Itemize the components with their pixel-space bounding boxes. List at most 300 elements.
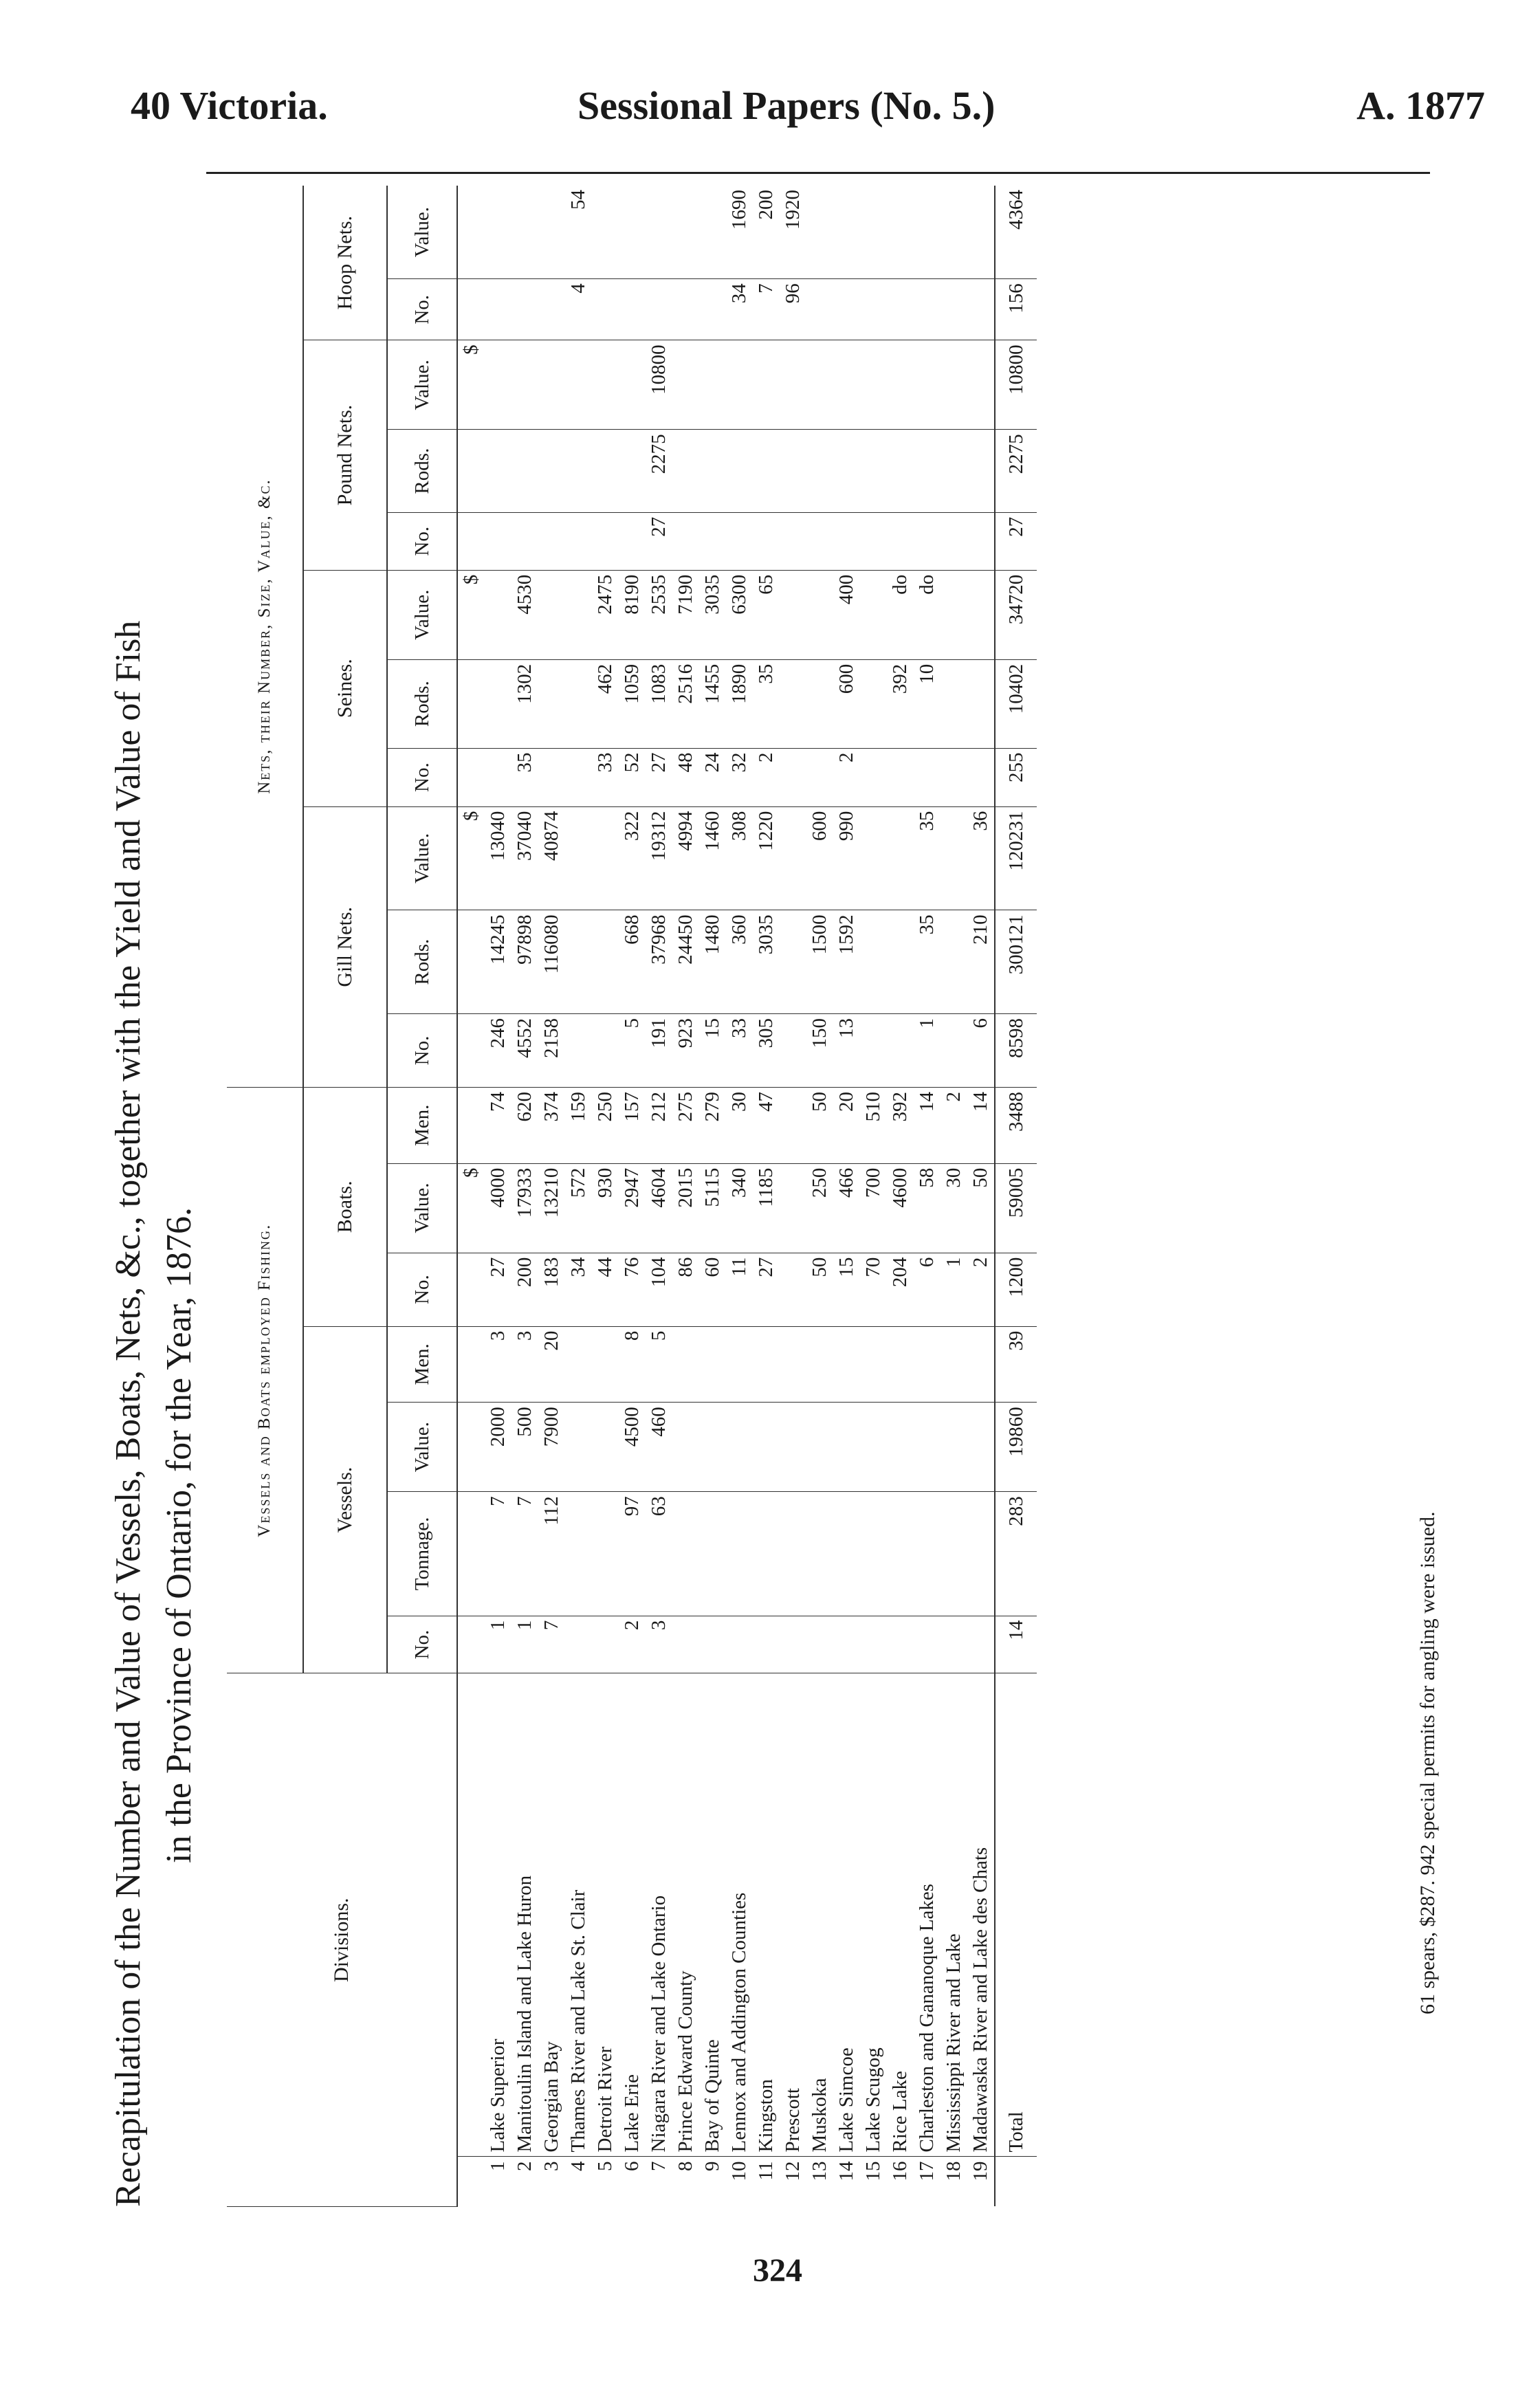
- col-h-no: No.: [387, 279, 457, 340]
- col-s-value: Value.: [387, 570, 457, 659]
- cell-g-val: 36: [967, 806, 995, 910]
- cell-v-val: [780, 1403, 806, 1492]
- cell-b-no: 70: [860, 1253, 887, 1326]
- cell-s-val: [538, 570, 565, 659]
- cell-v-ton: [887, 1492, 914, 1616]
- col-p-value: Value.: [387, 340, 457, 430]
- cell-h-no: [646, 279, 672, 340]
- row-division: Charleston and Gananoque Lakes: [914, 1673, 940, 2157]
- cell-p-val: [512, 340, 538, 430]
- cell-p-val: [565, 340, 592, 430]
- cell-b-no: 104: [646, 1253, 672, 1326]
- cell-h-no: [887, 279, 914, 340]
- cell-b-no: 44: [592, 1253, 619, 1326]
- cell-p-val: [485, 340, 512, 430]
- cell-b-val: 5115: [699, 1163, 726, 1253]
- cell-h-val: [940, 186, 967, 279]
- cell-v-val: 4500: [619, 1403, 646, 1492]
- col-divisions: Divisions.: [227, 1673, 457, 2207]
- cell-p-no: [914, 512, 940, 570]
- cell-p-rods: [565, 430, 592, 512]
- cell-g-rods: 24450: [672, 910, 699, 1014]
- cell-v-val: [940, 1403, 967, 1492]
- row-division: Niagara River and Lake Ontario: [646, 1673, 672, 2157]
- cell-p-no: [833, 512, 860, 570]
- cell-g-val: 308: [726, 806, 753, 910]
- cell-p-val: [914, 340, 940, 430]
- header-right: A. 1877: [1356, 83, 1485, 128]
- header-left: 40 Victoria.: [131, 83, 328, 128]
- cell-p-rods: [806, 430, 833, 512]
- cell-b-men: 20: [833, 1088, 860, 1164]
- cell-b-men: 157: [619, 1088, 646, 1164]
- cell-p-rods: [592, 430, 619, 512]
- row-division: Detroit River: [592, 1673, 619, 2157]
- cell-s-no: [485, 748, 512, 806]
- table-row: [538, 186, 565, 2207]
- row-division: Lennox and Addington Counties: [726, 1673, 753, 2157]
- cell-v-ton: [672, 1492, 699, 1616]
- cell-v-ton: 112: [538, 1492, 565, 1616]
- cell-s-val: [780, 570, 806, 659]
- cell-s-rods: [806, 659, 833, 748]
- cell-v-no: 2: [619, 1616, 646, 1673]
- col-v-men: Men.: [387, 1326, 457, 1403]
- row-number: 19: [969, 2161, 991, 2181]
- cell-v-no: [592, 1616, 619, 1673]
- col-s-no: No.: [387, 748, 457, 806]
- cell-v-men: [565, 1326, 592, 1403]
- cell-s-val: 65: [753, 570, 780, 659]
- cell-v-no: [565, 1616, 592, 1673]
- cell-p-rods: [672, 430, 699, 512]
- cell-s-no: 35: [512, 748, 538, 806]
- cell-v-val: 2000: [485, 1403, 512, 1492]
- cell-g-rods: [780, 910, 806, 1014]
- cell-b-men: 74: [485, 1088, 512, 1164]
- cell-h-no: [672, 279, 699, 340]
- cell-v-men: [753, 1326, 780, 1403]
- cell-v-men: [780, 1326, 806, 1403]
- cell-b-val: 4600: [887, 1163, 914, 1253]
- sub-boats: Boats.: [303, 1088, 387, 1327]
- row-division: Rice Lake: [887, 1673, 914, 2157]
- cell-g-rods: [940, 910, 967, 1014]
- cell-s-val: do: [914, 570, 940, 659]
- cell-s-no: [967, 748, 995, 806]
- cell-h-no: 4: [565, 279, 592, 340]
- cell-b-val: 700: [860, 1163, 887, 1253]
- cell-s-rods: 1059: [619, 659, 646, 748]
- cell-v-men: [914, 1326, 940, 1403]
- total-v-val: 19860: [995, 1403, 1037, 1492]
- cell-g-no: [940, 1014, 967, 1088]
- cell-g-rods: 1480: [699, 910, 726, 1014]
- row-division: Lake Scugog: [860, 1673, 887, 2157]
- cell-b-val: 466: [833, 1163, 860, 1253]
- cell-s-rods: 10: [914, 659, 940, 748]
- col-p-no: No.: [387, 512, 457, 570]
- cell-s-no: 2: [753, 748, 780, 806]
- cell-p-no: [699, 512, 726, 570]
- cell-p-no: [485, 512, 512, 570]
- cell-b-val: [780, 1163, 806, 1253]
- total-b-val: 59005: [995, 1163, 1037, 1253]
- cell-g-val: 37040: [512, 806, 538, 910]
- cell-s-val: 8190: [619, 570, 646, 659]
- cell-p-no: [672, 512, 699, 570]
- cell-v-val: 500: [512, 1403, 538, 1492]
- row-division: Prescott: [780, 1673, 806, 2157]
- cell-g-no: 13: [833, 1014, 860, 1088]
- cell-v-ton: [753, 1492, 780, 1616]
- cell-g-val: [887, 806, 914, 910]
- cell-v-men: [940, 1326, 967, 1403]
- cell-v-no: [914, 1616, 940, 1673]
- cell-s-rods: [485, 659, 512, 748]
- col-v-value: Value.: [387, 1403, 457, 1492]
- cell-h-val: [860, 186, 887, 279]
- row-division: Thames River and Lake St. Clair: [565, 1673, 592, 2157]
- cell-h-no: [512, 279, 538, 340]
- cell-h-val: [619, 186, 646, 279]
- total-spacer: [995, 2157, 1037, 2207]
- cell-s-val: [806, 570, 833, 659]
- dollar-sign: $: [457, 806, 485, 910]
- cell-h-val: [512, 186, 538, 279]
- total-b-no: 1200: [995, 1253, 1037, 1326]
- cell-v-ton: [592, 1492, 619, 1616]
- recapitulation-table: [227, 186, 1037, 2207]
- cell-g-rods: 3035: [753, 910, 780, 1014]
- total-v-ton: 283: [995, 1492, 1037, 1616]
- cell-v-ton: [860, 1492, 887, 1616]
- cell-b-no: 27: [485, 1253, 512, 1326]
- cell-b-no: 11: [726, 1253, 753, 1326]
- cell-s-val: 2475: [592, 570, 619, 659]
- table-row: [887, 186, 914, 2207]
- cell-b-men: 279: [699, 1088, 726, 1164]
- cell-b-men: 2: [940, 1088, 967, 1164]
- row-number: 8: [674, 2161, 696, 2171]
- cell-p-no: [780, 512, 806, 570]
- table-row: [753, 186, 780, 2207]
- cell-s-rods: 462: [592, 659, 619, 748]
- cell-s-val: 7190: [672, 570, 699, 659]
- row-number: 7: [648, 2161, 670, 2171]
- cell-g-val: 19312: [646, 806, 672, 910]
- cell-b-no: 200: [512, 1253, 538, 1326]
- cell-g-no: 191: [646, 1014, 672, 1088]
- cell-s-no: 33: [592, 748, 619, 806]
- cell-s-rods: [565, 659, 592, 748]
- cell-h-val: [806, 186, 833, 279]
- row-division: Georgian Bay: [538, 1673, 565, 2157]
- cell-v-men: 5: [646, 1326, 672, 1403]
- cell-v-men: 3: [485, 1326, 512, 1403]
- cell-g-no: 2158: [538, 1014, 565, 1088]
- row-division: Manitoulin Island and Lake Huron: [512, 1673, 538, 2157]
- cell-g-val: 35: [914, 806, 940, 910]
- cell-p-rods: [887, 430, 914, 512]
- cell-b-men: 159: [565, 1088, 592, 1164]
- total-s-rods: 10402: [995, 659, 1037, 748]
- cell-p-val: [860, 340, 887, 430]
- cell-s-val: [967, 570, 995, 659]
- cell-b-val: 30: [940, 1163, 967, 1253]
- total-s-val: 34720: [995, 570, 1037, 659]
- cell-v-ton: 7: [485, 1492, 512, 1616]
- row-division: Lake Superior: [485, 1673, 512, 2157]
- sub-pound-nets: Pound Nets.: [303, 340, 387, 570]
- table-row: [592, 186, 619, 2207]
- cell-b-val: 340: [726, 1163, 753, 1253]
- row-number: 6: [621, 2161, 643, 2171]
- cell-s-rods: 1890: [726, 659, 753, 748]
- cell-p-val: [592, 340, 619, 430]
- cell-b-men: 620: [512, 1088, 538, 1164]
- cell-s-rods: [967, 659, 995, 748]
- col-b-men: Men.: [387, 1088, 457, 1164]
- cell-h-val: [592, 186, 619, 279]
- row-number: 2: [514, 2161, 536, 2171]
- row-number: 11: [755, 2161, 777, 2181]
- cell-v-men: [672, 1326, 699, 1403]
- cell-b-val: 250: [806, 1163, 833, 1253]
- cell-s-no: [538, 748, 565, 806]
- cell-h-no: [806, 279, 833, 340]
- cell-p-no: [592, 512, 619, 570]
- row-division: Muskoka: [806, 1673, 833, 2157]
- cell-v-men: 3: [512, 1326, 538, 1403]
- cell-v-men: [860, 1326, 887, 1403]
- cell-s-no: [860, 748, 887, 806]
- cell-g-no: [887, 1014, 914, 1088]
- total-row: [995, 186, 1037, 2207]
- cell-s-no: [887, 748, 914, 806]
- table-body: [485, 186, 1037, 2207]
- sub-seines: Seines.: [303, 570, 387, 806]
- cell-v-ton: [726, 1492, 753, 1616]
- row-number: 14: [835, 2161, 857, 2181]
- cell-b-no: 2: [967, 1253, 995, 1326]
- total-g-val: 120231: [995, 806, 1037, 910]
- cell-p-val: [672, 340, 699, 430]
- cell-b-val: 572: [565, 1163, 592, 1253]
- row-division: Madawaska River and Lake des Chats: [967, 1673, 995, 2157]
- cell-v-val: [699, 1403, 726, 1492]
- cell-v-no: [806, 1616, 833, 1673]
- cell-h-val: [646, 186, 672, 279]
- row-division: Prince Edward County: [672, 1673, 699, 2157]
- cell-h-val: [887, 186, 914, 279]
- table-row: [512, 186, 538, 2207]
- cell-g-no: 246: [485, 1014, 512, 1088]
- cell-v-no: 1: [485, 1616, 512, 1673]
- cell-h-val: 54: [565, 186, 592, 279]
- cell-g-no: [860, 1014, 887, 1088]
- group-vessels-boats: Vessels and Boats employed Fishing.: [227, 1088, 303, 1674]
- cell-p-rods: [780, 430, 806, 512]
- row-number: 16: [889, 2161, 911, 2181]
- cell-p-val: [619, 340, 646, 430]
- dollar-sign: $: [457, 340, 485, 430]
- cell-g-val: 13040: [485, 806, 512, 910]
- cell-v-ton: [940, 1492, 967, 1616]
- cell-s-no: 2: [833, 748, 860, 806]
- cell-h-no: [833, 279, 860, 340]
- cell-g-val: [565, 806, 592, 910]
- cell-b-men: 47: [753, 1088, 780, 1164]
- cell-s-rods: 1083: [646, 659, 672, 748]
- page-number: 324: [753, 2252, 802, 2289]
- row-number: 10: [728, 2161, 750, 2181]
- cell-b-val: 13210: [538, 1163, 565, 1253]
- cell-h-no: 34: [726, 279, 753, 340]
- cell-b-no: [780, 1253, 806, 1326]
- cell-g-no: [565, 1014, 592, 1088]
- cell-p-no: [940, 512, 967, 570]
- cell-b-val: 58: [914, 1163, 940, 1253]
- cell-s-rods: 392: [887, 659, 914, 748]
- cell-p-rods: [512, 430, 538, 512]
- cell-g-rods: 14245: [485, 910, 512, 1014]
- cell-b-val: 2015: [672, 1163, 699, 1253]
- cell-b-val: 4604: [646, 1163, 672, 1253]
- cell-b-men: 374: [538, 1088, 565, 1164]
- cell-b-men: 250: [592, 1088, 619, 1164]
- col-g-rods: Rods.: [387, 910, 457, 1014]
- cell-g-val: 600: [806, 806, 833, 910]
- cell-s-val: [485, 570, 512, 659]
- cell-h-no: 96: [780, 279, 806, 340]
- cell-g-val: [860, 806, 887, 910]
- cell-g-no: 923: [672, 1014, 699, 1088]
- cell-p-no: [619, 512, 646, 570]
- title-line-1: Recapitulation of the Number and Value of Vessels, Boats, Nets, &c., together with the Yield and Value of Fish: [109, 620, 148, 2207]
- table-row: [833, 186, 860, 2207]
- cell-v-val: [753, 1403, 780, 1492]
- cell-v-no: [753, 1616, 780, 1673]
- cell-g-val: [592, 806, 619, 910]
- table-row: [485, 186, 512, 2207]
- cell-h-val: [485, 186, 512, 279]
- col-h-value: Value.: [387, 186, 457, 279]
- cell-p-rods: [940, 430, 967, 512]
- cell-g-no: 33: [726, 1014, 753, 1088]
- cell-g-rods: 210: [967, 910, 995, 1014]
- cell-g-rods: [887, 910, 914, 1014]
- sub-vessels: Vessels.: [303, 1326, 387, 1673]
- table-row: [914, 186, 940, 2207]
- cell-b-no: 6: [914, 1253, 940, 1326]
- dollar-sign: $: [457, 570, 485, 659]
- cell-v-men: [833, 1326, 860, 1403]
- table-row: [940, 186, 967, 2207]
- cell-g-rods: 35: [914, 910, 940, 1014]
- cell-h-no: [485, 279, 512, 340]
- cell-s-val: 400: [833, 570, 860, 659]
- total-h-val: 4364: [995, 186, 1037, 279]
- row-number: 12: [782, 2161, 804, 2181]
- cell-p-rods: [538, 430, 565, 512]
- cell-h-no: [619, 279, 646, 340]
- cell-b-men: 14: [914, 1088, 940, 1164]
- cell-g-no: 15: [699, 1014, 726, 1088]
- cell-h-no: [967, 279, 995, 340]
- cell-g-rods: [592, 910, 619, 1014]
- cell-v-ton: [699, 1492, 726, 1616]
- cell-b-no: 1: [940, 1253, 967, 1326]
- cell-h-val: 1920: [780, 186, 806, 279]
- cell-g-rods: 360: [726, 910, 753, 1014]
- cell-v-val: [833, 1403, 860, 1492]
- cell-p-no: [565, 512, 592, 570]
- cell-p-no: [512, 512, 538, 570]
- table-row: [860, 186, 887, 2207]
- cell-v-ton: [565, 1492, 592, 1616]
- cell-s-val: [565, 570, 592, 659]
- cell-g-rods: 37968: [646, 910, 672, 1014]
- cell-h-no: [592, 279, 619, 340]
- cell-b-no: 34: [565, 1253, 592, 1326]
- cell-p-no: [726, 512, 753, 570]
- col-g-no: No.: [387, 1014, 457, 1088]
- cell-b-no: 15: [833, 1253, 860, 1326]
- total-g-rods: 300121: [995, 910, 1037, 1014]
- cell-s-val: 6300: [726, 570, 753, 659]
- cell-p-val: [806, 340, 833, 430]
- table-row: [646, 186, 672, 2207]
- rotated-table-block: [103, 172, 1451, 2207]
- cell-b-men: [780, 1088, 806, 1164]
- sub-hoop-nets: Hoop Nets.: [303, 186, 387, 340]
- title-line-2: in the Province of Ontario, for the Year, 1876.: [160, 1207, 199, 1863]
- cell-b-men: 510: [860, 1088, 887, 1164]
- cell-b-val: 930: [592, 1163, 619, 1253]
- cell-b-men: 30: [726, 1088, 753, 1164]
- cell-p-val: [699, 340, 726, 430]
- row-number: 4: [567, 2161, 589, 2171]
- cell-b-val: 50: [967, 1163, 995, 1253]
- row-number: 18: [943, 2161, 965, 2181]
- cell-s-no: [565, 748, 592, 806]
- cell-s-rods: [780, 659, 806, 748]
- cell-h-val: [967, 186, 995, 279]
- cell-v-val: [887, 1403, 914, 1492]
- cell-p-rods: [753, 430, 780, 512]
- cell-b-men: 14: [967, 1088, 995, 1164]
- cell-p-rods: [726, 430, 753, 512]
- col-b-value: Value.: [387, 1163, 457, 1253]
- cell-p-no: 27: [646, 512, 672, 570]
- cell-v-ton: 7: [512, 1492, 538, 1616]
- cell-s-val: 4530: [512, 570, 538, 659]
- cell-s-rods: 1302: [512, 659, 538, 748]
- cell-s-rods: [940, 659, 967, 748]
- cell-g-val: 1220: [753, 806, 780, 910]
- cell-h-val: [538, 186, 565, 279]
- cell-h-val: [699, 186, 726, 279]
- cell-p-rods: [619, 430, 646, 512]
- total-p-rods: 2275: [995, 430, 1037, 512]
- cell-s-no: [806, 748, 833, 806]
- footnote: 61 spears, $287. 942 special permits for angling were issued.: [1416, 1511, 1439, 2014]
- cell-b-no: 50: [806, 1253, 833, 1326]
- total-label: Total: [995, 1673, 1037, 2157]
- cell-v-men: 20: [538, 1326, 565, 1403]
- sub-gill-nets: Gill Nets.: [303, 806, 387, 1087]
